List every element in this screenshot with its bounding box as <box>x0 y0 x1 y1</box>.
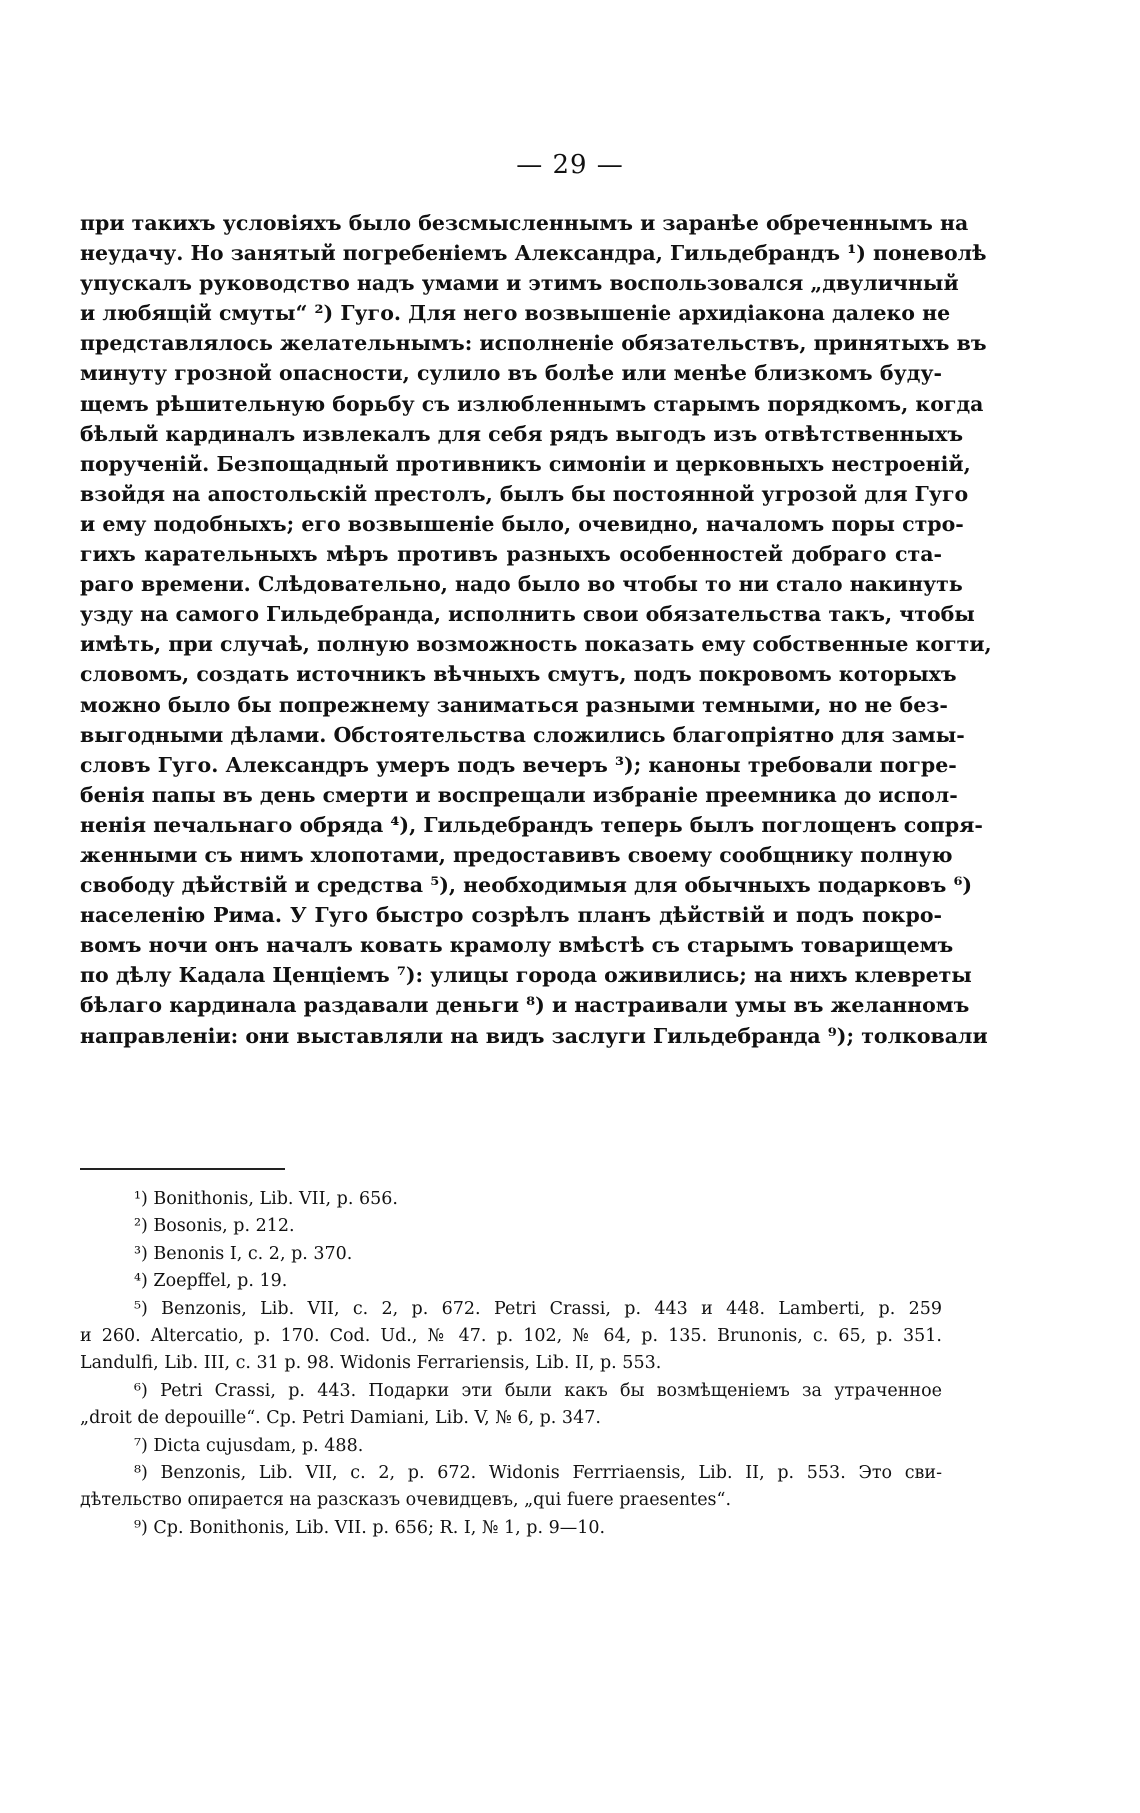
text-line: порученій. Безпощадный противникъ симоніи и церковныхъ нестроеній, <box>80 451 971 476</box>
text-line: направленіи: они выставляли на видъ заслуги Гильдебранда ⁹); толковали <box>80 1023 988 1048</box>
text-line: имѣть, при случаѣ, полную возможность показать ему собственные когти, <box>80 632 992 657</box>
text-line: населенію Рима. У Гуго быстро созрѣлъ планъ дѣйствій и подъ покро- <box>80 903 942 928</box>
footnote-8 <box>80 1460 942 1515</box>
footnote-3 <box>80 1241 942 1268</box>
footnote-line: „droit de depouille“. Cp. Petri Damiani, Lib. V, № 6, p. 347. <box>80 1408 601 1429</box>
footnote-line: Landulfi, Lib. III, c. 31 p. 98. Widonis Ferrariensis, Lib. II, p. 553. <box>80 1353 662 1374</box>
text-line: раго времени. Слѣдовательно, надо было во чтобы то ни стало накинуть <box>80 572 963 597</box>
text-line: свободу дѣйствій и средства ⁵), необходимыя для обычныхъ подарковъ ⁶) <box>80 873 973 898</box>
text-line: взойдя на апостольскій престолъ, былъ бы постоянной угрозой для Гуго <box>80 481 969 506</box>
main-text <box>80 208 992 1051</box>
footnote-divider <box>80 1168 285 1170</box>
text-line: можно было бы попрежнему заниматься разными темными, но не без- <box>80 692 948 717</box>
text-line: и ему подобныхъ; его возвышеніе было, очевидно, началомъ поры стро- <box>80 511 964 536</box>
footnote-line: ¹) Bonithonis, Lib. VII, p. 656. <box>134 1189 398 1209</box>
footnote-line: ²) Bosonis, p. 212. <box>134 1216 295 1237</box>
text-line: и любящій смуты“ ²) Гуго. Для него возвышеніе архидіакона далеко не <box>80 301 951 326</box>
text-line: выгодными дѣлами. Обстоятельства сложились благопріятно для замы- <box>80 722 965 747</box>
footnote-line: и 260. Altercatio, p. 170. Cod. Ud., № 47. p. 102, № 64, p. 135. Brunonis, c. 65, p. 351. <box>80 1326 942 1347</box>
footnote-line: ⁶) Petri Crassi, p. 443. Подарки эти были какъ бы возмѣщеніемъ за утраченное <box>134 1380 942 1401</box>
footnote-line: ³) Benonis I, c. 2, p. 370. <box>134 1243 353 1264</box>
footnotes <box>80 1186 942 1542</box>
text-line: упускалъ руководство надъ умами и этимъ воспользовался „двуличный <box>80 271 959 296</box>
footnote-4 <box>80 1268 942 1295</box>
text-line: гихъ карательныхъ мѣръ противъ разныхъ особенностей добраго ста- <box>80 542 942 567</box>
footnote-line: ⁷) Dicta cujusdam, p. 488. <box>134 1435 364 1456</box>
text-line: бенія папы въ день смерти и воспрещали избраніе преемника до испол- <box>80 782 958 807</box>
text-line: вомъ ночи онъ началъ ковать крамолу вмѣстѣ съ старымъ товарищемъ <box>80 933 954 958</box>
text-line: ненія печальнаго обряда ⁴), Гильдебрандъ теперь былъ поглощенъ сопря- <box>80 812 983 837</box>
footnote-line: дѣтельство опирается на разсказъ очевидцевъ, „qui fuere praesentes“. <box>80 1490 732 1511</box>
text-line: бѣлый кардиналъ извлекалъ для себя рядъ выгодъ изъ отвѣтственныхъ <box>80 421 964 446</box>
text-line: представлялось желательнымъ: исполненіе обязательствъ, принятыхъ въ <box>80 331 987 356</box>
text-line: при такихъ условіяхъ было безсмысленнымъ и заранѣе обреченнымъ на <box>80 211 969 235</box>
text-line: узду на самого Гильдебранда, исполнить свои обязательства такъ, чтобы <box>80 602 975 627</box>
text-line: щемъ рѣшительную борьбу съ излюбленнымъ старымъ порядкомъ, когда <box>80 391 984 416</box>
footnote-line: ⁵) Benzonis, Lib. VII, c. 2, p. 672. Petri Crassi, p. 443 и 448. Lamberti, p. 259 <box>134 1298 942 1319</box>
footnote-7 <box>80 1433 942 1460</box>
text-line: неудачу. Но занятый погребеніемъ Александра, Гильдебрандъ ¹) поневолѣ <box>80 241 987 266</box>
text-line: по дѣлу Кадала Ценціемъ ⁷): улицы города оживились; на нихъ клевреты <box>80 963 972 988</box>
footnote-6 <box>80 1378 942 1433</box>
footnote-9 <box>80 1515 942 1542</box>
footnote-1 <box>80 1186 942 1213</box>
footnote-line: ⁸) Benzonis, Lib. VII, c. 2, p. 672. Widonis Ferrriaensis, Lib. II, p. 553. Это сви- <box>134 1463 942 1484</box>
page-number: — 29 — <box>516 150 624 180</box>
text-line: бѣлаго кардинала раздавали деньги ⁸) и настраивали умы въ желанномъ <box>80 993 970 1018</box>
text-line: словъ Гуго. Александръ умеръ подъ вечеръ ³); каноны требовали погре- <box>80 752 957 777</box>
footnote-5 <box>80 1296 942 1378</box>
footnote-line: ⁹) Cp. Bonithonis, Lib. VII. p. 656; R. I, № 1, p. 9—10. <box>134 1517 606 1538</box>
footnote-line: ⁴) Zoepffel, p. 19. <box>134 1271 288 1292</box>
text-line: минуту грозной опасности, сулило въ болѣе или менѣе близкомъ буду- <box>80 361 942 386</box>
text-line: словомъ, создать источникъ вѣчныхъ смутъ, подъ покровомъ которыхъ <box>80 662 957 687</box>
footnote-2 <box>80 1213 942 1240</box>
text-line: женными съ нимъ хлопотами, предоставивъ своему сообщнику полную <box>80 842 953 867</box>
